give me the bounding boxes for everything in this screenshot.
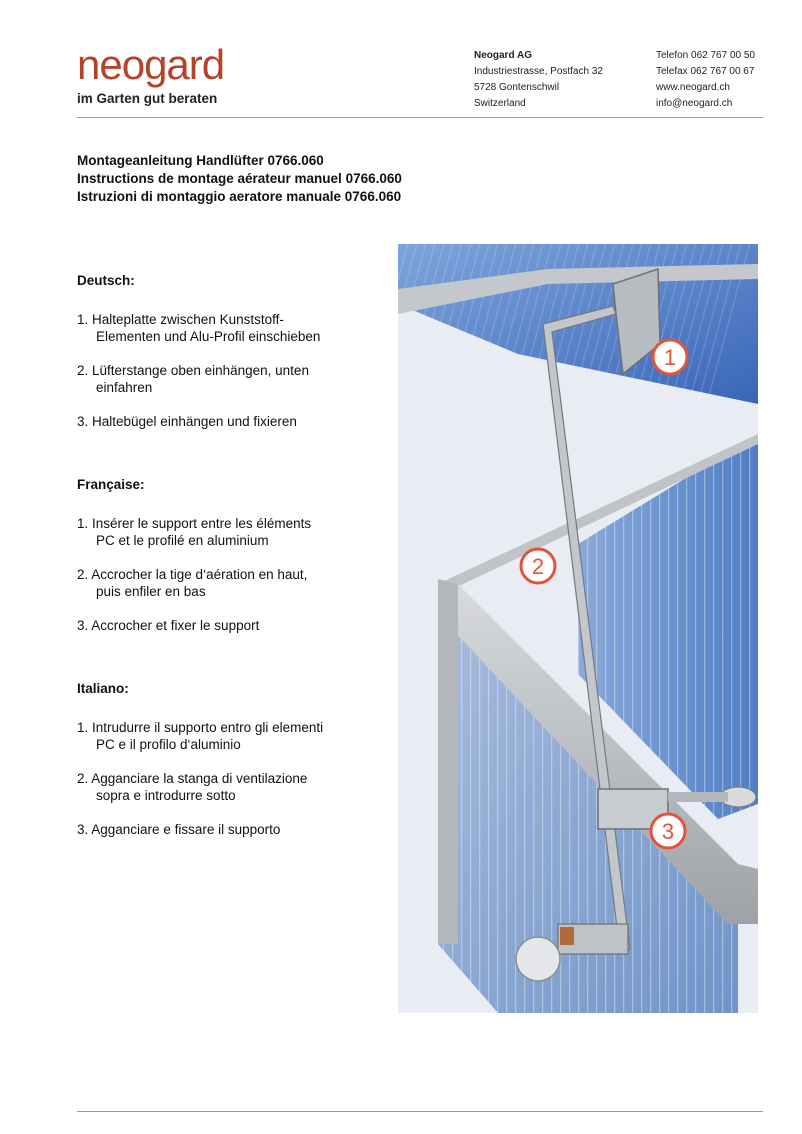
step-line: 2. Accrocher la tige d‘aération en haut, <box>77 567 308 582</box>
company-phone: Telefon 062 767 00 50 <box>656 50 755 61</box>
step-line: 2. Agganciare la stanga di ventilazione <box>77 771 308 786</box>
instruction-step <box>77 515 377 549</box>
company-address <box>474 48 603 112</box>
title-fr: Instructions de montage aérateur manuel 0766.060 <box>77 171 402 186</box>
section-deutsch <box>77 272 377 447</box>
instruction-step <box>77 566 377 600</box>
company-country: Switzerland <box>474 98 526 109</box>
company-web: www.neogard.ch <box>656 82 730 93</box>
section-heading: Deutsch: <box>77 273 135 288</box>
step-line: 1. Insérer le support entre les éléments <box>77 516 312 531</box>
section-francaise <box>77 476 377 651</box>
company-contact <box>656 48 755 112</box>
step-line-continued: PC et le profilé en aluminium <box>96 533 269 548</box>
brand-tagline: im Garten gut beraten <box>77 91 218 106</box>
section-heading: Française: <box>77 477 145 492</box>
callout-1 <box>653 340 687 374</box>
footer-divider <box>77 1111 763 1112</box>
step-line-continued: PC e il profilo d‘aluminio <box>96 737 241 752</box>
callout-3-label: 3 <box>661 819 675 844</box>
step-line: 2. Lüfterstange oben einhängen, unten <box>77 363 309 378</box>
title-it: Istruzioni di montaggio aeratore manuale 0766.060 <box>77 189 402 204</box>
step-line: 3. Haltebügel einhängen und fixieren <box>77 414 297 429</box>
step-line-continued: sopra e introdurre sotto <box>96 788 236 803</box>
brand-logo: neogard <box>77 41 225 88</box>
instruction-step <box>77 770 377 804</box>
step-line: 1. Intrudurre il supporto entro gli elementi <box>77 720 324 735</box>
callout-3 <box>651 814 685 848</box>
instruction-step <box>77 821 377 838</box>
adjustment-knob <box>516 937 560 981</box>
instruction-step <box>77 719 377 753</box>
step-line: 1. Halteplatte zwischen Kunststoff- <box>77 312 284 327</box>
header-divider <box>77 117 763 118</box>
document-titles <box>77 152 402 206</box>
title-de: Montageanleitung Handlüfter 0766.060 <box>77 153 324 168</box>
product-photo <box>398 244 758 1013</box>
company-email: info@neogard.ch <box>656 98 733 109</box>
step-line-continued: puis enfiler en bas <box>96 584 206 599</box>
callout-1-label: 1 <box>663 345 677 370</box>
section-italiano <box>77 680 377 855</box>
company-street: Industriestrasse, Postfach 32 <box>474 66 603 77</box>
company-name: Neogard AG <box>474 50 532 61</box>
step-line: 3. Accrocher et fixer le support <box>77 618 260 633</box>
company-city: 5728 Gontenschwil <box>474 82 560 93</box>
step-line-continued: Elementen und Alu-Profil einschieben <box>96 329 321 344</box>
instruction-step <box>77 617 377 634</box>
company-fax: Telefax 062 767 00 67 <box>656 66 755 77</box>
instruction-step <box>77 413 377 430</box>
section-heading: Italiano: <box>77 681 129 696</box>
callout-2-label: 2 <box>531 554 545 579</box>
callout-2 <box>521 549 555 583</box>
instruction-step <box>77 362 377 396</box>
step-line: 3. Agganciare e fissare il supporto <box>77 822 281 837</box>
step-line-continued: einfahren <box>96 380 153 395</box>
instruction-step <box>77 311 377 345</box>
